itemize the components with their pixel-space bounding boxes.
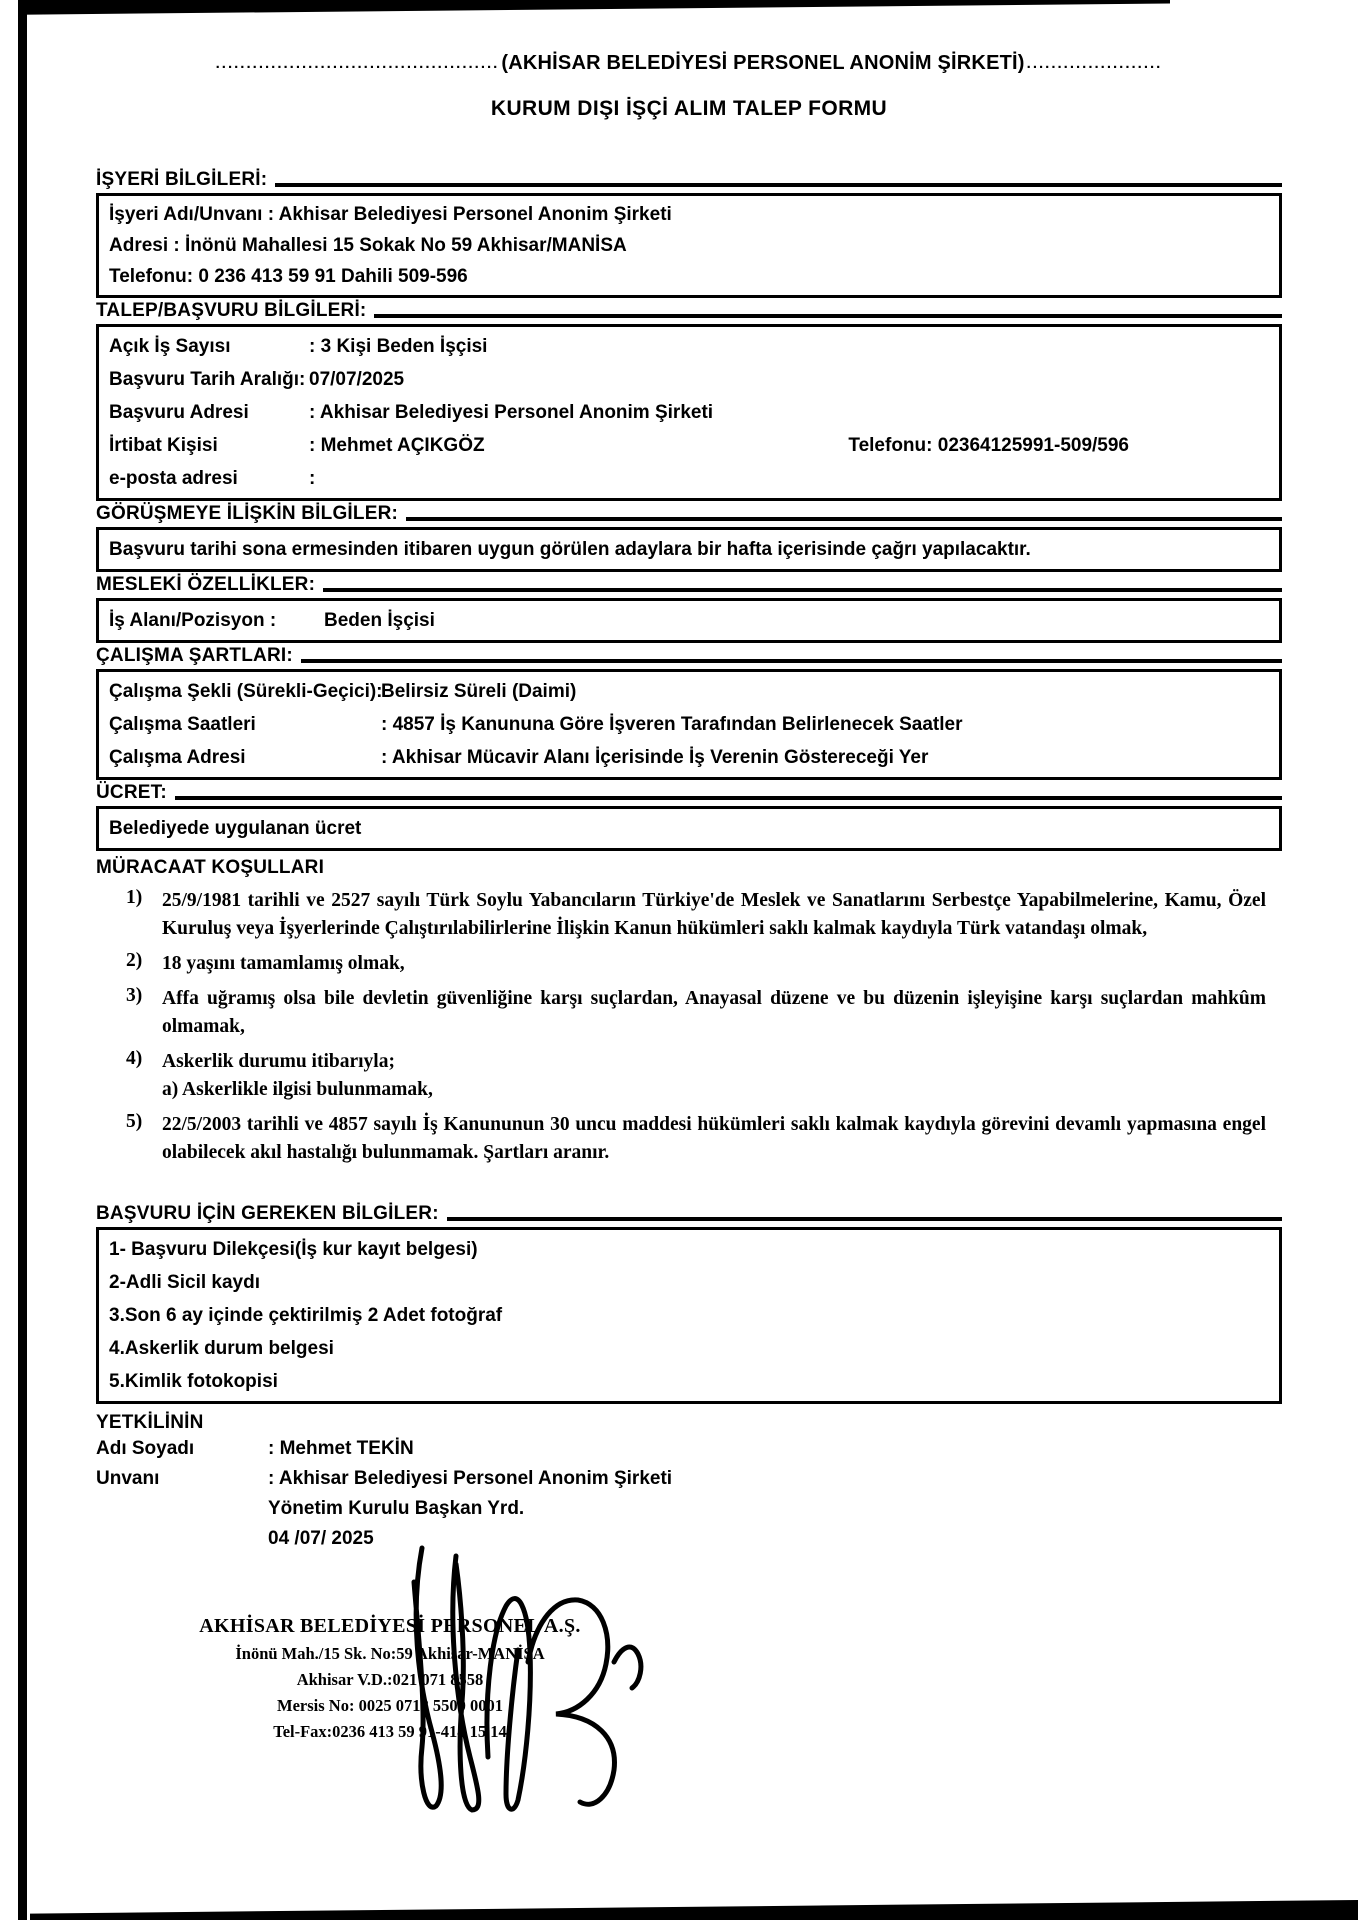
condition-item-2: [126, 950, 1266, 978]
mesleki-box: [96, 598, 1282, 643]
section-heading-gereken-label: BAŞVURU İÇİN GEREKEN BİLGİLER:: [96, 1203, 439, 1224]
required-doc-4: 4.Askerlik durum belgesi: [109, 1338, 334, 1359]
email-row: [109, 462, 1269, 495]
section-heading-ucret-label: ÜCRET:: [96, 782, 167, 803]
field-value: : Akhisar Belediyesi Personel Anonim Şirketi: [268, 1468, 673, 1489]
field-label: e-posta adresi: [109, 468, 238, 489]
heading-rule: [406, 517, 1282, 521]
item-text: Affa uğramış olsa bile devletin güvenliğine karşı suçlardan, Anayasal düzene ve bu düzenin işleyişine karşı suçlardan mahkûm olmamak,: [162, 988, 1266, 1037]
section-heading-isyeri: [96, 169, 1282, 191]
field-label: Çalışma Şekli (Sürekli-Geçici):: [109, 681, 383, 702]
section-heading-gereken: [96, 1203, 1282, 1225]
field-label: Çalışma Saatleri: [109, 714, 256, 735]
official-title-line2: Yönetim Kurulu Başkan Yrd.: [268, 1498, 525, 1519]
item-text: 18 yaşını tamamlamış olmak,: [162, 953, 405, 974]
stamp-tax-office: Akhisar V.D.:021 071 8558: [296, 1670, 484, 1689]
work-address-row: [109, 741, 1269, 774]
signature-date: 04 /07/ 2025: [268, 1528, 374, 1549]
calisma-box: [96, 669, 1282, 780]
required-doc-3: 3.Son 6 ay içinde çektirilmiş 2 Adet fotoğraf: [109, 1305, 503, 1326]
heading-rule: [275, 183, 1282, 187]
field-value: : 3 Kişi Beden İşçisi: [309, 336, 488, 357]
scan-edge-top: [20, 0, 1170, 16]
field-value: : Akhisar Mücavir Alanı İçerisinde İş Verenin Göstereceği Yer: [381, 747, 929, 768]
scan-edge-bottom: [30, 1900, 1358, 1920]
application-date-row: [109, 363, 1269, 396]
section-heading-mesleki: [96, 574, 1282, 596]
item-number: 1): [126, 887, 143, 908]
required-doc-1: 1- Başvuru Dilekçesi(İş kur kayıt belgesi): [109, 1239, 478, 1260]
section-heading-yetkili: YETKİLİNİN: [96, 1412, 204, 1433]
official-name-row: [96, 1434, 1282, 1464]
item-number: 4): [126, 1048, 143, 1069]
heading-rule: [447, 1217, 1282, 1221]
section-heading-gorusme: [96, 503, 1282, 525]
ucret-box: [96, 806, 1282, 851]
field-value: Belirsiz Süreli (Daimi): [381, 681, 577, 702]
condition-item-5: [126, 1111, 1266, 1167]
gereken-box: [96, 1227, 1282, 1404]
field-label: Başvuru Adresi: [109, 402, 249, 423]
field-value: 07/07/2025: [309, 369, 405, 390]
stamp-company-name: AKHİSAR BELEDİYESİ PERSONEL A.Ş.: [199, 1615, 581, 1637]
field-value: : 4857 İş Kanununa Göre İşveren Tarafından Belirlenecek Saatler: [381, 714, 963, 735]
section-heading-mesleki-label: MESLEKİ ÖZELLİKLER:: [96, 574, 316, 595]
item-number: 3): [126, 985, 143, 1006]
position-row: [109, 604, 1269, 637]
isyeri-phone-line: Telefonu: 0 236 413 59 91 Dahili 509-596: [109, 266, 468, 287]
item-number: 2): [126, 950, 143, 971]
heading-rule: [374, 314, 1282, 318]
field-label: İş Alanı/Pozisyon :: [109, 610, 277, 631]
contact-phone-value: Telefonu: 02364125991-509/596: [848, 435, 1129, 456]
leader-dots-left: ..............................................: [215, 55, 500, 72]
isyeri-box: [96, 193, 1282, 298]
heading-rule: [301, 659, 1282, 663]
item-text: 25/9/1981 tarihli ve 2527 sayılı Türk Soylu Yabancıların Türkiye'de Meslek ve Sanatlarını Serbestçe Yapabilmelerine, Kamu, Özel Kuruluş veya İşyerlerinde Çalıştırılabilirlerine İlişkin Kanun hükümleri saklı kalmak kaydıyla Türk vatandaşı olmak,: [162, 890, 1266, 939]
document-header: [96, 52, 1282, 75]
heading-rule: [175, 796, 1282, 800]
gorusme-box: [96, 527, 1282, 572]
field-label: Unvanı: [96, 1468, 160, 1489]
section-heading-ucret: [96, 782, 1282, 804]
form-title: KURUM DIŞI İŞÇİ ALIM TALEP FORMU: [490, 97, 888, 120]
section-heading-calisma: [96, 645, 1282, 667]
required-doc-2: 2-Adli Sicil kaydı: [109, 1272, 260, 1293]
section-heading-talep: [96, 300, 1282, 322]
talep-box: [96, 324, 1282, 501]
stamp-address: İnönü Mah./15 Sk. No:59 Akhisar-MANİSA: [235, 1644, 545, 1663]
item-text: 22/5/2003 tarihli ve 4857 sayılı İş Kanununun 30 uncu maddesi hükümleri saklı kalmak kaydıyla görevini devamlı yapmasına engel olabilecek akıl hastalığı bulunmamak. Şartları aranır.: [162, 1114, 1266, 1163]
condition-item-4: [126, 1048, 1266, 1104]
field-value: : Akhisar Belediyesi Personel Anonim Şirketi: [309, 402, 714, 423]
leader-dots-right: ......................: [1026, 55, 1163, 72]
isyeri-address-line: Adresi : İnönü Mahallesi 15 Sokak No 59 Akhisar/MANİSA: [109, 235, 627, 256]
field-value: Beden İşçisi: [324, 610, 435, 631]
isyeri-name-line: İşyeri Adı/Unvanı : Akhisar Belediyesi Personel Anonim Şirketi: [109, 204, 672, 225]
open-job-count-row: [109, 330, 1269, 363]
condition-item-1: [126, 887, 1266, 943]
field-value: :: [309, 468, 316, 489]
item-sub-text: a) Askerlikle ilgisi bulunmamak,: [162, 1079, 433, 1100]
heading-rule: [323, 588, 1282, 592]
work-hours-row: [109, 708, 1269, 741]
section-heading-muracaat: MÜRACAAT KOŞULLARI: [96, 857, 325, 878]
section-heading-gorusme-label: GÖRÜŞMEYE İLİŞKİN BİLGİLER:: [96, 503, 399, 524]
company-name-line: (AKHİSAR BELEDİYESİ PERSONEL ANONİM ŞİRKETİ): [501, 52, 1025, 74]
stamp-tel-fax: Tel-Fax:0236 413 59 91-414 15 14: [273, 1722, 507, 1741]
field-label: Açık İş Sayısı: [109, 336, 231, 357]
field-label: Adı Soyadı: [96, 1438, 195, 1459]
item-text: [162, 1048, 1266, 1104]
wage-note: Belediyede uygulanan ücret: [109, 818, 362, 839]
stamp-mersis-no: Mersis No: 0025 0718 5500 0001: [277, 1696, 503, 1715]
scan-edge-left: [18, 0, 27, 1920]
required-doc-5: 5.Kimlik fotokopisi: [109, 1371, 278, 1392]
section-heading-isyeri-label: İŞYERİ BİLGİLERİ:: [96, 169, 268, 190]
work-type-row: [109, 675, 1269, 708]
field-value: : Mehmet TEKİN: [268, 1438, 414, 1459]
interview-note: Başvuru tarihi sona ermesinden itibaren uygun görülen adaylara bir hafta içerisinde çağrı yapılacaktır.: [109, 539, 1031, 560]
item-number: 5): [126, 1111, 143, 1132]
field-label: Başvuru Tarih Aralığı:: [109, 369, 306, 390]
form-content: [96, 52, 1282, 1554]
condition-item-3: [126, 985, 1266, 1041]
official-title-row: [96, 1464, 1282, 1494]
field-value: : Mehmet AÇIKGÖZ: [309, 435, 485, 456]
item-text-main: Askerlik durumu itibarıyla;: [162, 1051, 395, 1072]
field-label: Çalışma Adresi: [109, 747, 246, 768]
section-heading-calisma-label: ÇALIŞMA ŞARTLARI:: [96, 645, 293, 666]
application-conditions-list: [126, 887, 1266, 1167]
handwritten-signature: [360, 1542, 660, 1827]
application-address-row: [109, 396, 1269, 429]
field-label: İrtibat Kişisi: [109, 435, 218, 456]
section-heading-talep-label: TALEP/BAŞVURU BİLGİLERİ:: [96, 300, 367, 321]
contact-person-row: [109, 429, 1269, 462]
